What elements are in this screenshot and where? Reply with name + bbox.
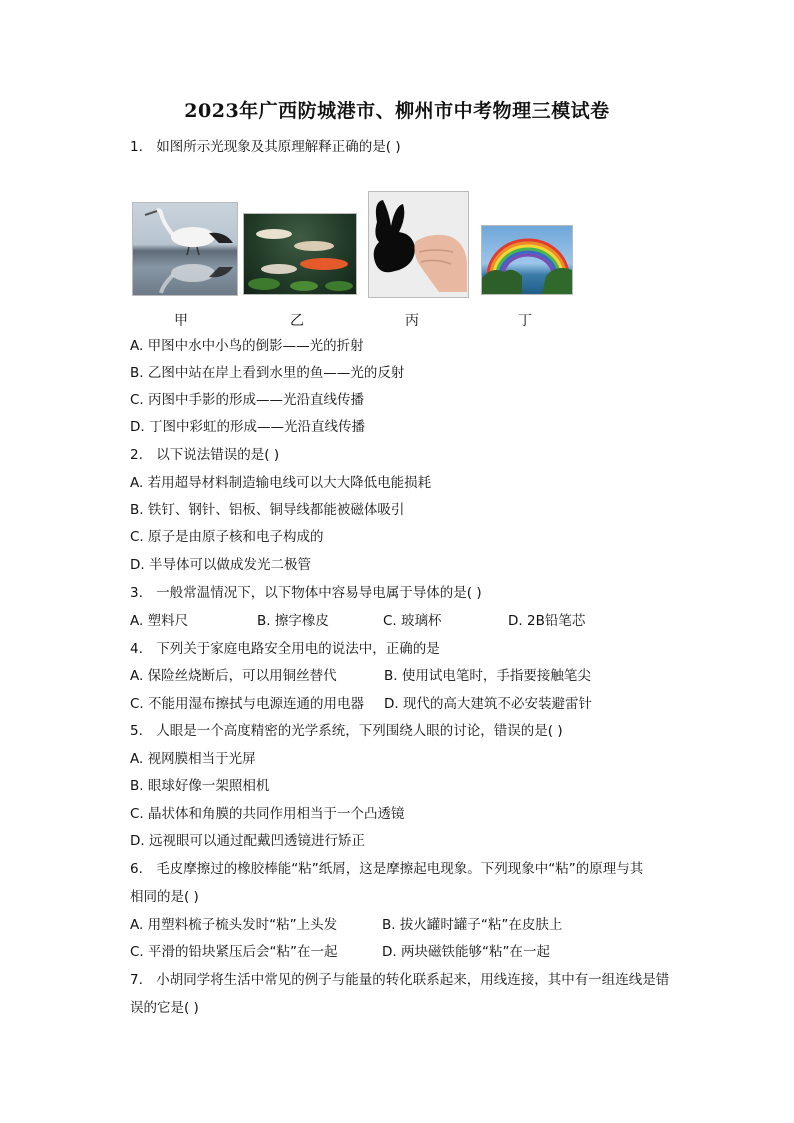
question-text: 以下说法错误的是( ): [156, 447, 280, 463]
caption-yi: 乙: [290, 313, 304, 329]
question-4: [130, 640, 440, 658]
question-number: 1.: [130, 139, 143, 155]
q5-option-a: A. 视网膜相当于光屏: [130, 751, 256, 767]
q2-option-a: A. 若用超导材料制造输电线可以大大降低电能损耗: [130, 475, 432, 491]
q1-option-a: A. 甲图中水中小鸟的倒影——光的折射: [130, 338, 364, 354]
q1-option-b: B. 乙图中站在岸上看到水里的鱼——光的反射: [130, 365, 405, 381]
question-number: 4.: [130, 641, 143, 657]
q4-option-c: C. 不能用湿布擦拭与电源连通的用电器: [130, 696, 365, 712]
q2-option-d: D. 半导体可以做成发光二极管: [130, 557, 311, 573]
question-5: [130, 722, 563, 740]
question-7: [130, 971, 669, 989]
question-text: 人眼是一个高度精密的光学系统，下列围绕人眼的讨论，错误的是( ): [156, 723, 563, 739]
question-7-line2: 误的它是( ): [130, 1000, 199, 1016]
question-text: 一般常温情况下，以下物体中容易导电属于导体的是( ): [156, 585, 482, 601]
caption-jia: 甲: [174, 313, 188, 329]
q3-option-d: D. 2B铅笔芯: [508, 613, 586, 629]
question-3: [130, 584, 482, 602]
hand-shadow-image: [368, 191, 469, 298]
question-6-line2: 相同的是( ): [130, 889, 199, 905]
question-text: 如图所示光现象及其原理解释正确的是( ): [156, 139, 401, 155]
q2-option-c: C. 原子是由原子核和电子构成的: [130, 529, 324, 545]
question-text-line1: 毛皮摩擦过的橡胶棒能“粘”纸屑，这是摩擦起电现象。下列现象中“粘”的原理与其: [156, 861, 644, 877]
question-number: 3.: [130, 585, 143, 601]
rainbow-image: [481, 225, 573, 295]
crane-reflection-image: [132, 202, 238, 296]
q3-option-a: A. 塑料尺: [130, 613, 189, 629]
q4-option-d: D. 现代的高大建筑不必安装避雷针: [384, 696, 592, 712]
question-number: 2.: [130, 447, 143, 463]
q5-option-c: C. 晶状体和角膜的共同作用相当于一个凸透镜: [130, 806, 405, 822]
q6-option-c: C. 平滑的铅块紧压后会“粘”在一起: [130, 944, 338, 960]
q1-option-c: C. 丙图中手影的形成——光沿直线传播: [130, 392, 365, 408]
q5-option-b: B. 眼球好像一架照相机: [130, 778, 270, 794]
q1-option-d: D. 丁图中彩虹的形成——光沿直线传播: [130, 419, 365, 435]
q6-option-d: D. 两块磁铁能够“粘”在一起: [382, 944, 550, 960]
q6-option-b: B. 拔火罐时罐子“粘”在皮肤上: [382, 917, 563, 933]
page-title: 2023年广西防城港市、柳州市中考物理三模试卷: [184, 100, 610, 122]
question-text-line1: 小胡同学将生活中常见的例子与能量的转化联系起来，用线连接，其中有一组连线是错: [156, 972, 670, 988]
q6-option-a: A. 用塑料梳子梳头发时“粘”上头发: [130, 917, 338, 933]
question-number: 6.: [130, 861, 143, 877]
q4-option-b: B. 使用试电笔时，手指要接触笔尖: [384, 668, 591, 684]
q5-option-d: D. 远视眼可以通过配戴凹透镜进行矫正: [130, 833, 365, 849]
caption-bing: 丙: [405, 313, 419, 329]
question-6: [130, 860, 643, 878]
question-2: [130, 446, 279, 464]
question-1: [130, 138, 401, 156]
question-number: 7.: [130, 972, 143, 988]
question-text: 下列关于家庭电路安全用电的说法中，正确的是: [156, 641, 440, 657]
q2-option-b: B. 铁钉、钢针、铝板、铜导线都能被磁体吸引: [130, 502, 405, 518]
q3-option-b: B. 擦字橡皮: [257, 613, 329, 629]
koi-fish-image: [243, 213, 357, 295]
caption-ding: 丁: [518, 313, 532, 329]
q4-option-a: A. 保险丝烧断后，可以用铜丝替代: [130, 668, 337, 684]
q3-option-c: C. 玻璃杯: [383, 613, 442, 629]
question-number: 5.: [130, 723, 143, 739]
